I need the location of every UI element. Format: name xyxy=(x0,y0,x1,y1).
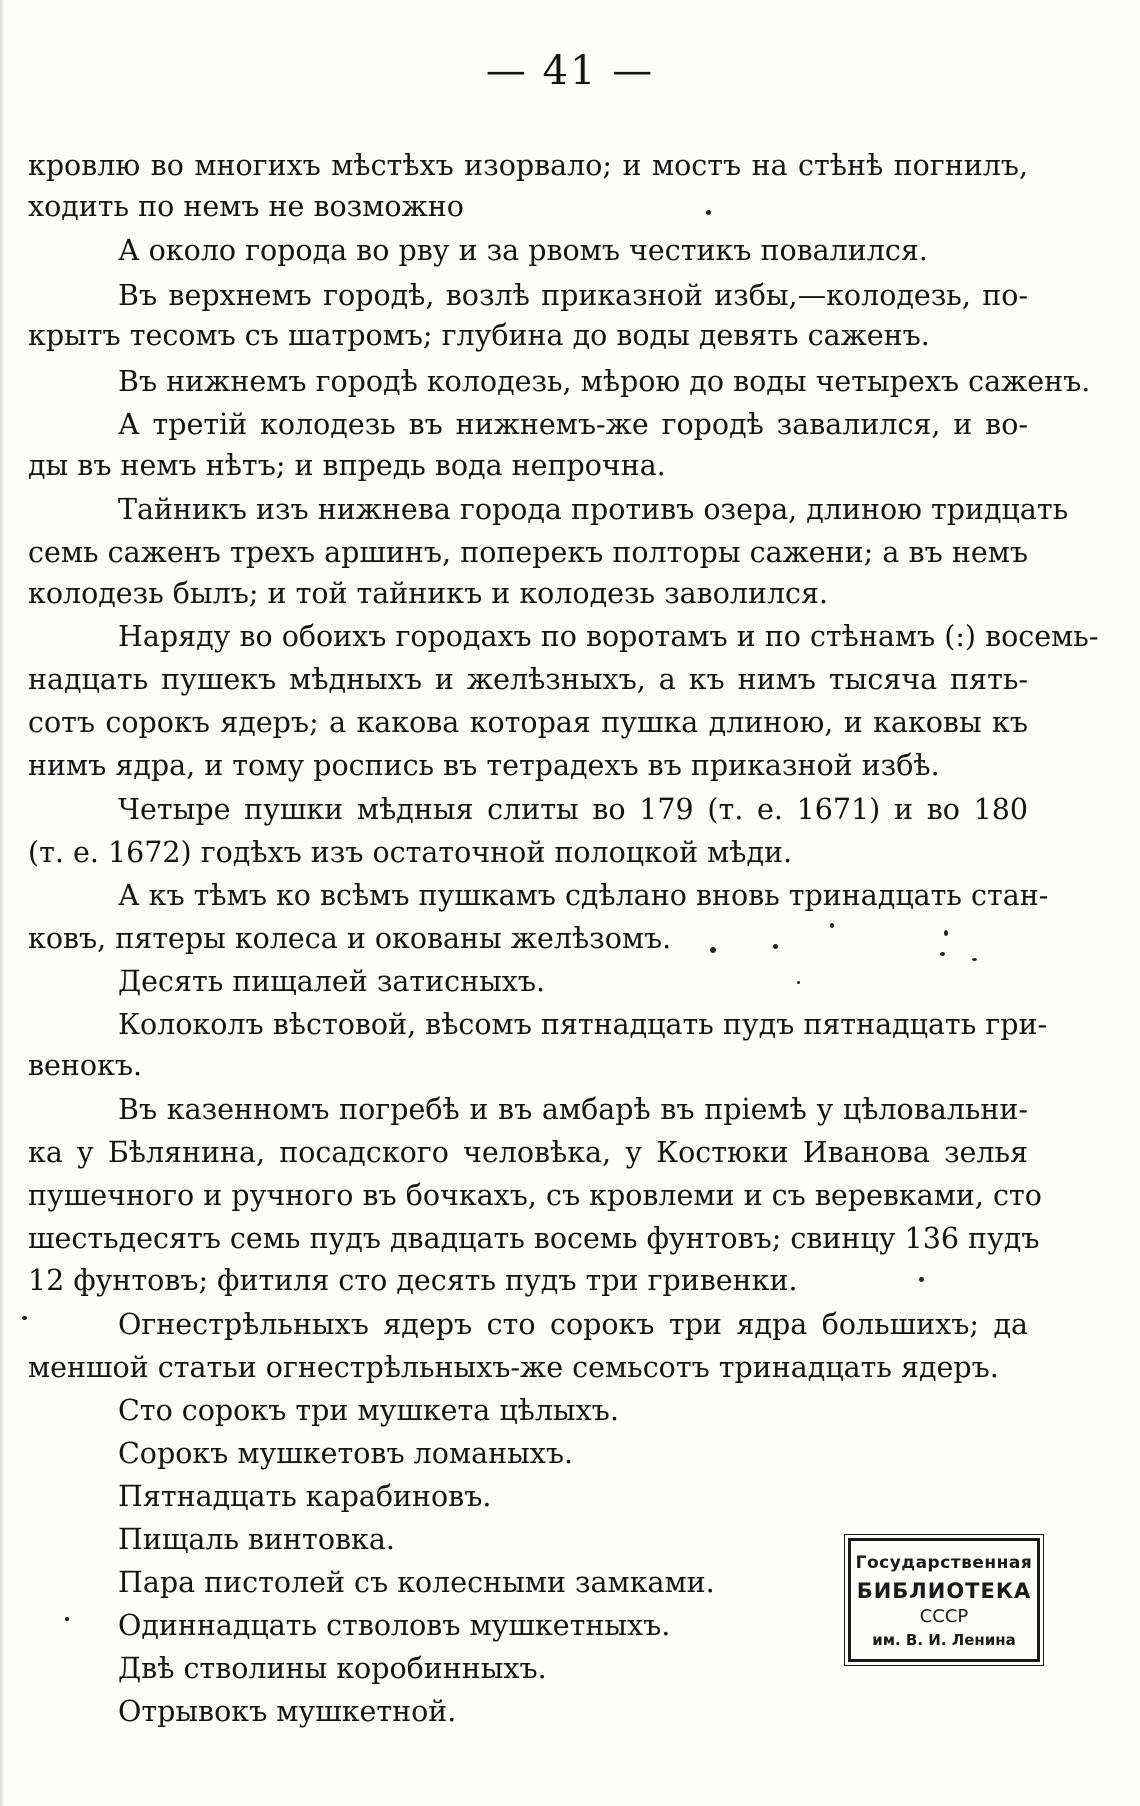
speck xyxy=(919,1277,924,1282)
text-line: ковъ, пятеры колеса и окованы желѣзомъ. xyxy=(28,922,672,955)
text-line: сотъ сорокъ ядеръ; а какова которая пушка длиною, и каковы къ xyxy=(28,706,1028,739)
text-line: Пара пистолей съ колесными замками. xyxy=(118,1566,715,1599)
text-line: Пятнадцать карабиновъ. xyxy=(118,1480,492,1513)
text-line: семь саженъ трехъ аршинъ, поперекъ полторы сажени; а въ немъ xyxy=(28,536,1028,569)
text-line: Одиннадцать стволовъ мушкетныхъ. xyxy=(118,1609,671,1642)
speck xyxy=(706,210,711,215)
speck xyxy=(797,981,800,984)
text-line: Сто сорокъ три мушкета цѣлыхъ. xyxy=(118,1394,619,1427)
speck xyxy=(22,1316,27,1320)
speck xyxy=(710,947,716,953)
text-line: Огнестрѣльныхъ ядеръ сто сорокъ три ядра большихъ; да xyxy=(118,1308,1028,1341)
speck xyxy=(972,958,977,961)
text-line: Четыре пушки мѣдныя слиты во 179 (т. е. 1671) и во 180 xyxy=(118,793,1028,826)
page-edge-shadow xyxy=(0,0,4,1806)
text-line: Колоколъ вѣстовой, вѣсомъ пятнадцать пудъ пятнадцать гри- xyxy=(118,1008,1048,1041)
stamp-line: Государственная xyxy=(855,1553,1033,1573)
text-line: надцать пушекъ мѣдныхъ и желѣзныхъ, а къ нимъ тысяча пять- xyxy=(28,663,1028,696)
text-line: ка у Бѣлянина, посадского человѣка, у Костюки Иванова зелья xyxy=(28,1136,1028,1169)
text-line: Десять пищалей затисныхъ. xyxy=(118,965,546,998)
text-line: кровлю во многихъ мѣстѣхъ изорвало; и мостъ на стѣнѣ погнилъ, xyxy=(28,149,1028,182)
text-line: (т. е. 1672) годѣхъ изъ остаточной полоцкой мѣди. xyxy=(28,836,793,869)
speck xyxy=(940,952,945,956)
text-line: ходить по немъ не возможно xyxy=(28,190,464,223)
text-line: шестьдесятъ семь пудъ двадцать восемь фунтовъ; свинцу 136 пудъ xyxy=(28,1222,1040,1255)
text-line: Двѣ стволины коробинныхъ. xyxy=(118,1652,547,1685)
text-line: А третій колодезь въ нижнемъ-же городѣ завалился, и во- xyxy=(118,408,1028,441)
text-line: венокъ. xyxy=(28,1049,143,1082)
text-line: А къ тѣмъ ко всѣмъ пушкамъ сдѣлано вновь тринадцать стан- xyxy=(118,879,1049,912)
speck xyxy=(830,923,834,928)
text-line: нимъ ядра, и тому роспись въ тетрадехъ въ приказной избѣ. xyxy=(28,749,940,782)
text-line: ды въ немъ нѣтъ; и впредь вода непрочна. xyxy=(28,449,666,482)
speck xyxy=(65,1617,69,1621)
text-line: колодезь былъ; и той тайникъ и колодезь заволился. xyxy=(28,577,829,610)
text-line: Въ нижнемъ городѣ колодезь, мѣрою до воды четырехъ саженъ. xyxy=(118,365,1091,398)
text-line: Наряду во обоихъ городахъ по воротамъ и по стѣнамъ (:) восемь- xyxy=(118,620,1099,653)
text-line: Сорокъ мушкетовъ ломаныхъ. xyxy=(118,1437,574,1470)
library-stamp xyxy=(848,1538,1040,1662)
text-line: Отрывокъ мушкетной. xyxy=(118,1695,457,1728)
text-line: меншой статьи огнестрѣльныхъ-же семьсотъ тринадцать ядеръ. xyxy=(28,1351,999,1384)
text-line: 12 фунтовъ; фитиля сто десять пудъ три гривенки. xyxy=(28,1264,798,1297)
text-line: А около города во рву и за рвомъ честикъ повалился. xyxy=(118,234,928,267)
speck xyxy=(944,930,948,936)
text-line: Тайникъ изъ нижнева города противъ озера, длиною тридцать xyxy=(118,493,1069,526)
text-line: пушечного и ручного въ бочкахъ, съ кровлеми и съ веревками, сто xyxy=(28,1179,1042,1212)
text-line: крытъ тесомъ съ шатромъ; глубина до воды девять саженъ. xyxy=(28,319,930,352)
text-line: Въ верхнемъ городѣ, возлѣ приказной избы,—колодезь, по- xyxy=(118,279,1028,312)
stamp-line: БИБЛИОТЕКА xyxy=(856,1579,1032,1603)
page-number: — 41 — xyxy=(485,48,655,94)
speck xyxy=(773,944,778,949)
stamp-line: СССР xyxy=(919,1606,969,1627)
text-line: Пищаль винтовка. xyxy=(118,1523,395,1556)
stamp-line: им. В. И. Ленина xyxy=(872,1631,1016,1649)
text-line: Въ казенномъ погребѣ и въ амбарѣ въ пріемѣ у цѣловальни- xyxy=(118,1093,1028,1126)
